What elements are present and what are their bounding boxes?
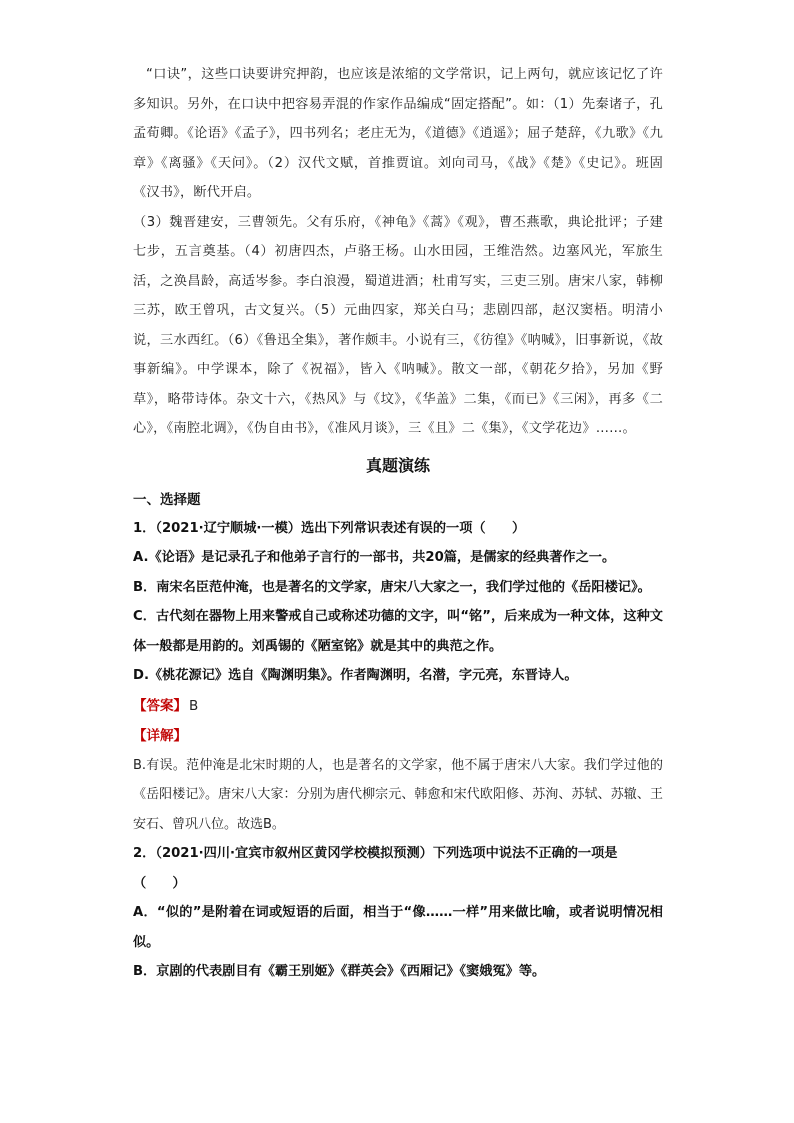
intro-paragraph-2: （3）魏晋建安，三曹领先。父有乐府，《神龟》《蒿》《观》，曹丕燕歌，典论批评；子建七步，五言奠基。（4）初唐四杰，卢骆王杨。山水田园，王维浩然。边塞风光，军旅生活，之涣昌龄，高适岑参。李白浪漫，蜀道进酒；杜甫写实，三吏三别。唐宋八家，韩柳三苏，欧王曾巩，古文复兴。（5）元曲四家，郑关白马；悲剧四部，赵汉窦梧。明清小说，三水西红。（6）《鲁迅全集》，著作颇丰。小说有三，《彷徨》《呐喊》，旧事新说，《故事新编》。中学课本，除了《祝福》，皆入《呐喊》。散文一部，《朝花夕拾》，另加《野草》，略带诗体。杂文十六，《热风》与《坟》，《华盖》二集，《而已》《三闲》，再多《二心》，《南腔北调》，《伪自由书》，《准风月谈》，三《且》二《集》，《文学花边》……。: [133, 214, 663, 436]
question-1-option-d: D.《桃花源记》选自《陶渊明集》。作者陶渊明，名潜，字元亮，东晋诗人。: [133, 668, 578, 683]
intro-paragraph-1: “口诀”，这些口诀要讲究押韵，也应该是浓缩的文学常识，记上两句，就应该记忆了许多知识。另外，在口诀中把容易弄混的作家作品编成“固定搭配”。如：（1）先秦诸子，孔孟荀卿。《论语》《孟子》，四书列名；老庄无为，《道德》《逍遥》；屈子楚辞，《九歌》《九章》《离骚》《天问》。（2）汉代文赋，首推贾谊。刘向司马，《战》《楚》《史记》。班固《汉书》，断代开启。: [133, 67, 663, 200]
detail-label: 【详解】: [133, 727, 187, 744]
page-content: [133, 60, 663, 987]
answer-line: [133, 691, 663, 721]
section-title: 真题演练: [365, 455, 430, 475]
section-heading: 一、选择题: [133, 491, 201, 508]
question-2-option-a: A．“似的”是附着在词或短语的后面，相当于“像……一样”用来做比喻，或者说明情况相似。: [133, 905, 663, 950]
detail-text: B.有误。范仲淹是北宋时期的人，也是著名的文学家，他不属于唐宋八大家。我们学过他的《岳阳楼记》。唐宋八大家：分别为唐代柳宗元、韩愈和宋代欧阳修、苏洵、苏轼、苏辙、王安石、曾巩八位。故选B。: [133, 757, 663, 832]
question-2-option-b: B．京剧的代表剧目有《霸王别姬》《群英会》《西厢记》《窦娥冤》等。: [133, 964, 546, 979]
question-1-option-a: A.《论语》是记录孔子和他弟子言行的一部书，共20篇，是儒家的经典著作之一。: [133, 550, 616, 565]
question-1-option-b: B．南宋名臣范仲淹，也是著名的文学家，唐宋八大家之一，我们学过他的《岳阳楼记》。: [133, 579, 651, 595]
question-2: [133, 839, 663, 987]
question-1-option-c: C．古代刻在器物上用来警戒自己或称述功德的文字，叫“铭”，后来成为一种文体，这种文体一般都是用韵的。刘禹锡的《陋室铭》就是其中的典范之作。: [133, 609, 663, 654]
question-2-stem: 2．（2021·四川·宜宾市叙州区黄冈学校模拟预测）下列选项中说法不正确的一项是（ ）: [133, 846, 618, 891]
answer-value: B: [189, 697, 199, 714]
answer-label: 【答案】: [133, 697, 187, 714]
question-1-stem: 1．（2021·辽宁顺城·一模）选出下列常识表述有误的一项（ ）: [133, 520, 526, 536]
question-1: [133, 514, 663, 840]
